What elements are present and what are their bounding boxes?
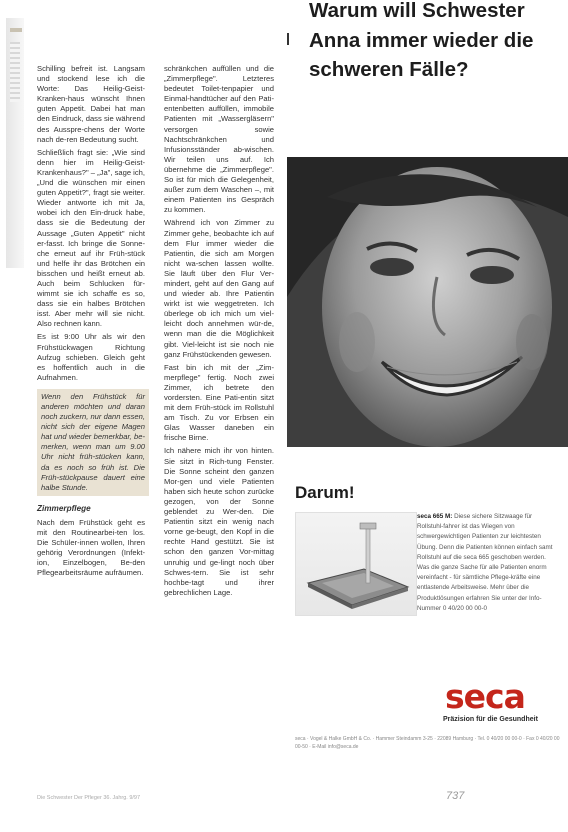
article-paragraph: Nach dem Frühstück geht es mit den Routinearbei-ten los. Die Schüler-innen wollen, Ihren gehörig Verordnungen (Infekt-ion, Einzelbogen, Be-den Pflegearbeitsräume aufräumen.	[37, 517, 145, 578]
face-illustration	[287, 157, 568, 447]
seca-advertisement	[287, 0, 568, 832]
article-paragraph: Es ist 9:00 Uhr als wir den Frühstückwagen Richtung Aufzug schieben. Gleich geht es hoffentlich auch in die Aufnahmen.	[37, 332, 145, 382]
article-column-right	[164, 64, 274, 601]
article-column-left	[37, 64, 145, 582]
highlight-box: Wenn den Frühstück für anderen möchten und daran noch zuckern, nur dann essen, nicht sich der eigene Magen hat und wieder bemerkbar, be-merken, wenn man um 9.00 Uhr nicht früh-stücken kann, da es noch so früh ist. Die Früh-stückpause dauert eine halbe Stunde.	[37, 389, 149, 496]
adjacent-page-mark	[10, 28, 22, 32]
article-paragraph: Schließlich fragt sie: „Wie sind denn hier im Heilig-Geist-Krankenhaus?" – „Ja", sage ich, „Und die wünschen mir einen guten Appetit?", fragt sie weiter. Wieder antworte ich mit Ja, wobei ich den Ein-druck habe, dass sie die Bedeutung der Aussage „Guten Appetit" nicht er-fasst. Ich bringe die Sonne-che erneut auf ihr Früh-stück und helfe ihr das Brötchen ein bisschen und heißt erneut ab. Auch beim Schlucken für-wimmt sie ich schaffe es so, dass sie ein halbes Brötchen isst. Aber mehr will sie nicht. Also rechnen kann.	[37, 147, 145, 329]
seca-tagline: Präzision für die Gesundheit	[443, 716, 538, 723]
article-paragraph: Ich nähere mich ihr von hinten. Sie sitzt in Rich-tung Fenster. Die Sonne scheint den ganzen Mor-gen und viele Patienten haben sich heute schon zurücke gezogen, von der Sonne geblendet zu Wer-den. Die Patientin sitzt ein wenig nach vorne ge-beugt, den Kopf in die rechte Hand gestützt. Sie ist schon den ganzen Vor-mittag unruhig und ge-lingt noch über Schwes-tern. Sie ist sehr hochbe-tagt und ihrer gebrechlichen Lage.	[164, 446, 274, 597]
adjacent-page-text	[10, 42, 20, 102]
seca-logo: seca	[445, 677, 525, 716]
page-number: 737	[446, 790, 465, 802]
article-paragraph: Schilling befreit ist. Langsam und stockend lese ich die Worte: Das Heilig-Geist-Kranken-haus wünscht Ihnen guten Appetit. Dabei hat man den Eindruck, dass sie während des Ausspre-chens der Worte nach de-ren Bedeutung sucht.	[37, 64, 145, 144]
article-paragraph: Während ich von Zimmer zu Zimmer gehe, beobachte ich auf dem Flur immer wieder die Patientin, die sich am Morgen nicht wa-schen lassen wollte. Sie läuft über den Flur Ver-mindert, geht auf den Gang auf und wieder ab. Ihre Patientin wirkt ist wie weggetreten. Ich überlege ob ich mich um viel-leicht doch annehmen wür-de, wenn man die die Möglichkeit gibt. Viel-leicht ist sie noch nie ganz Frühstückenden gewesen.	[164, 218, 274, 359]
seca-contact-line: seca · Vogel & Halke GmbH & Co. · Hammer Steindamm 3-25 · 22089 Hamburg · Tel. 0 40/20 00 00-0 · Fax 0 40/20 00 00-50 · E-Mail info@seca.de	[295, 736, 560, 750]
article-paragraph: schränkchen auffüllen und die „Zimmerpflege". Letzteres bedeutet Toilet-tenpapier und Einmal-handtücher auf den Pati-entenbetten auffüllen, immobile Patienten mit „Wassergläsern" versorgen sowie Nachtschränkchen und Infusionsständer ab-wischen. Wir teilen uns auf. Ich übernehme die „Zimmerpflege". So ist für mich die Gelegenheit, außer zum dem Waschen –, mit einem Patienten ins Gespräch zu kommen.	[164, 64, 274, 215]
article-paragraph: Fast bin ich mit der „Zim-merpflege" fertig. Noch zwei Zimmer, ich betrete den vordersten. Eine Pati-entin sitzt mit dem Früh-stück im Rollstuhl am Tisch. Zu vor Erbsen ein Glas Wasser daneben ein frische Birne.	[164, 362, 274, 443]
wheelchair-scale-icon	[296, 513, 416, 615]
nurse-photo	[287, 157, 568, 447]
journal-footer: Die Schwester Der Pfleger 36. Jahrg. 9/97	[37, 795, 141, 801]
scale-product-image	[295, 512, 417, 616]
ad-body-copy: Diese sichere Sitzwaage für Rollstuhl-fahrer ist das Wiegen von schwergewichtigen Patienten zur leichtesten Übung. Denn die Patienten können einfach samt Rollstuhl auf die seca 665 geschoben werden. Was die ganze Sache für alle Patienten enorm vereinfacht - für sämtliche Pflege-kräfte eine entlastende Arbeitsweise. Mehr über die Produktlösungen erfahren Sie unter der Info-Nummer 0 40/20 00 00-0	[417, 513, 553, 612]
product-name: seca 665 M:	[417, 513, 453, 520]
ad-body-text	[417, 512, 559, 614]
section-subheading: Zimmerpflege	[37, 503, 91, 513]
ad-headline: Warum will Schwester Anna immer wieder die schweren Fälle?	[309, 0, 534, 81]
ad-subheadline: Darum!	[295, 483, 355, 502]
headline-rule	[287, 33, 289, 45]
